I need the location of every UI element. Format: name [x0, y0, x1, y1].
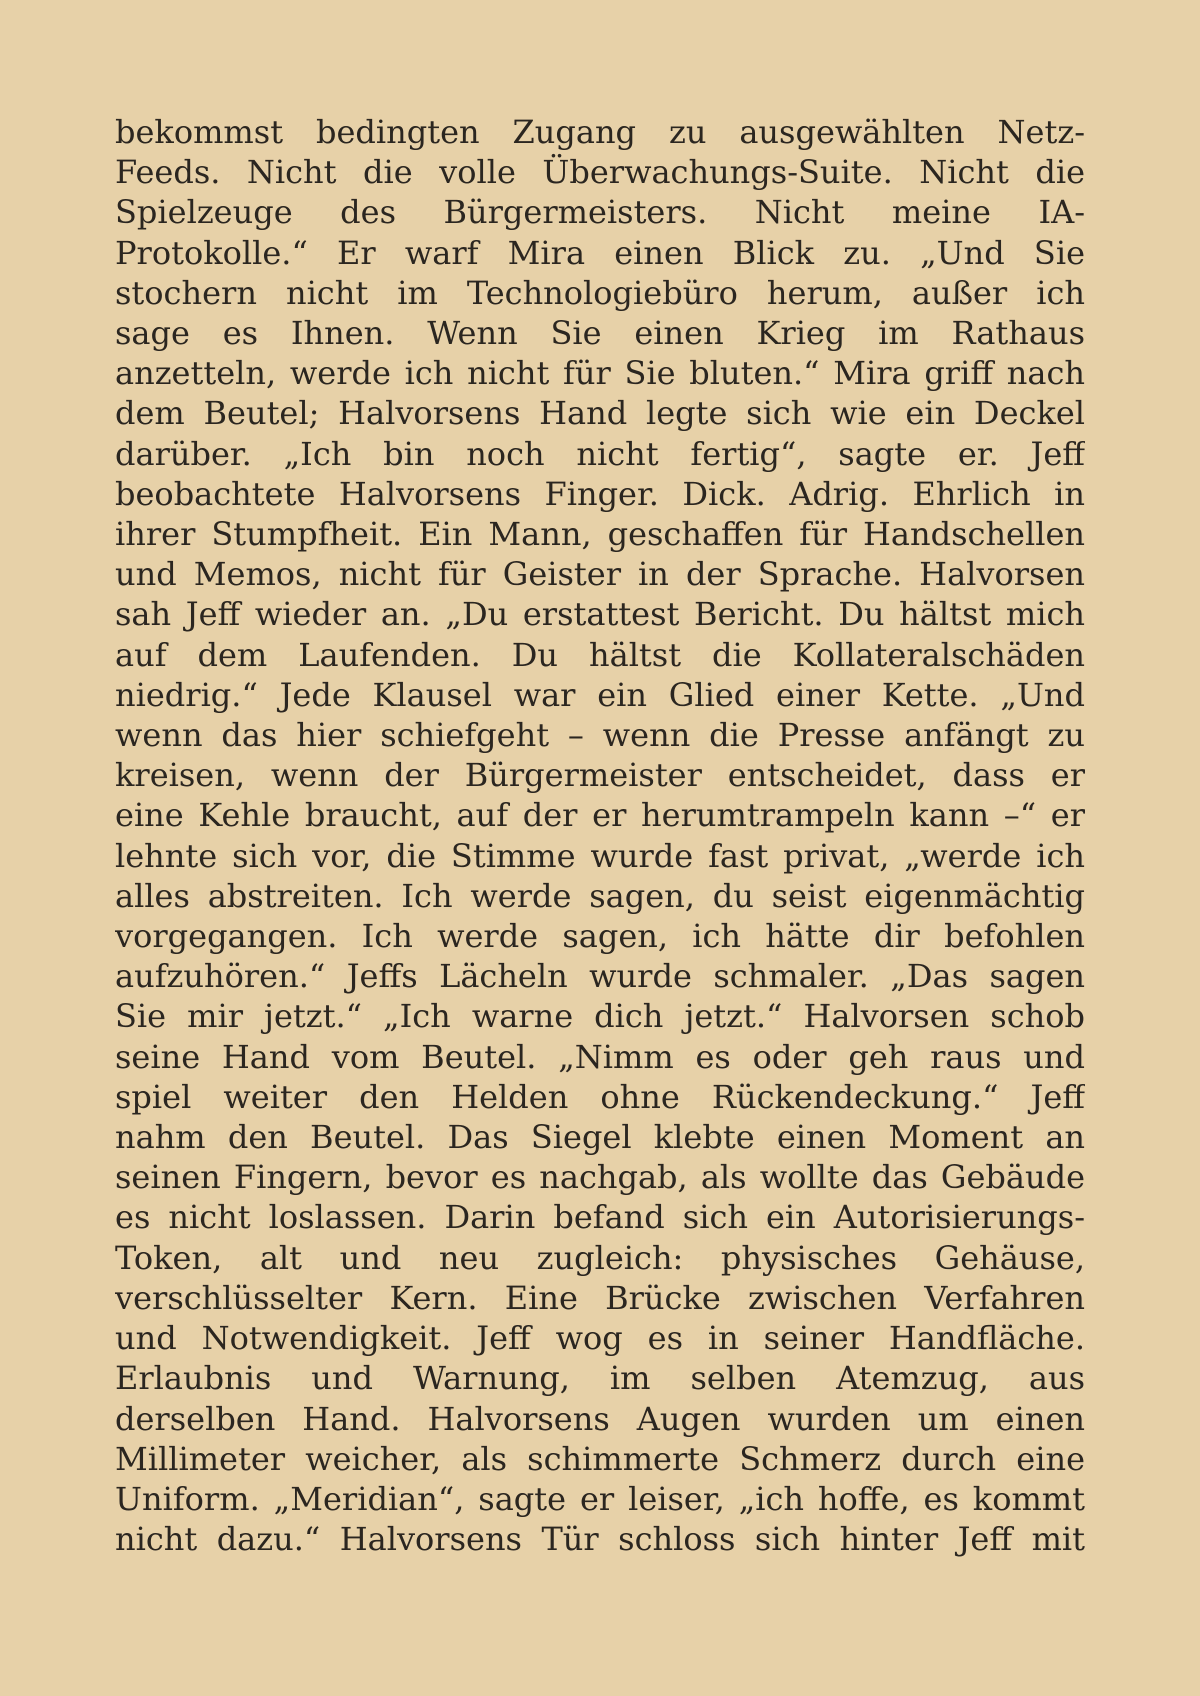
body-text [115, 112, 1085, 1559]
text-line: sah Jeff wieder an. „Du erstattest Bericht. Du hältst mich [115, 595, 1085, 634]
text-line: aufzuhören.“ Jeffs Lächeln wurde schmaler. „Das sagen [115, 957, 1085, 996]
text-line: darüber. „Ich bin noch nicht fertig“, sagte er. Jeff [115, 434, 1085, 473]
text-line: eine Kehle braucht, auf der er herumtrampeln kann –“ er [115, 796, 1085, 835]
text-line: Feeds. Nicht die volle Überwachungs-Suite. Nicht die [115, 153, 1085, 192]
text-line: derselben Hand. Halvorsens Augen wurden um einen [115, 1399, 1085, 1438]
text-line: wenn das hier schiefgeht – wenn die Presse anfängt zu [115, 716, 1085, 755]
text-line: dem Beutel; Halvorsens Hand legte sich wie ein Deckel [115, 394, 1085, 433]
text-line: sage es Ihnen. Wenn Sie einen Krieg im Rathaus [115, 314, 1085, 353]
text-line: stochern nicht im Technologiebüro herum, außer ich [115, 273, 1085, 312]
text-line: seine Hand vom Beutel. „Nimm es oder geh raus und [115, 1037, 1085, 1076]
text-line: anzetteln, werde ich nicht für Sie bluten.“ Mira griff nach [115, 354, 1085, 393]
text-line: spiel weiter den Helden ohne Rückendeckung.“ Jeff [115, 1077, 1085, 1116]
text-line: Millimeter weicher, als schimmerte Schmerz durch eine [115, 1439, 1085, 1478]
text-line: nahm den Beutel. Das Siegel klebte einen Moment an [115, 1118, 1085, 1157]
text-line: Spielzeuge des Bürgermeisters. Nicht meine IA- [115, 193, 1085, 232]
text-line: bekommst bedingten Zugang zu ausgewählten Netz- [115, 113, 1085, 151]
text-line: niedrig.“ Jede Klausel war ein Glied einer Kette. „Und [115, 675, 1085, 714]
text-line: nicht dazu.“ Halvorsens Tür schloss sich hinter Jeff mit [115, 1520, 1085, 1559]
text-line: lehnte sich vor, die Stimme wurde fast privat, „werde ich [115, 836, 1085, 875]
text-line: seinen Fingern, bevor es nachgab, als wollte das Gebäude [115, 1158, 1085, 1197]
text-line: Sie mir jetzt.“ „Ich warne dich jetzt.“ Halvorsen schob [115, 997, 1085, 1036]
text-line: Protokolle.“ Er warf Mira einen Blick zu. „Und Sie [115, 233, 1085, 272]
text-line: verschlüsselter Kern. Eine Brücke zwischen Verfahren [115, 1278, 1085, 1317]
text-line: kreisen, wenn der Bürgermeister entscheidet, dass er [115, 756, 1085, 795]
text-line: ihrer Stumpfheit. Ein Mann, geschaffen für Handschellen [115, 515, 1085, 554]
text-line: alles abstreiten. Ich werde sagen, du seist eigenmächtig [115, 876, 1085, 915]
text-line: Token, alt und neu zugleich: physisches Gehäuse, [115, 1238, 1085, 1277]
text-line: beobachtete Halvorsens Finger. Dick. Adrig. Ehrlich in [115, 474, 1085, 513]
text-line: Uniform. „Meridian“, sagte er leiser, „ich hoffe, es kommt [115, 1479, 1085, 1518]
text-line: und Notwendigkeit. Jeff wog es in seiner Handfläche. [115, 1319, 1085, 1358]
text-line: Erlaubnis und Warnung, im selben Atemzug, aus [115, 1359, 1085, 1398]
text-line: vorgegangen. Ich werde sagen, ich hätte dir befohlen [115, 917, 1085, 956]
text-line: es nicht loslassen. Darin befand sich ein Autorisierungs- [115, 1198, 1085, 1237]
text-line: auf dem Laufenden. Du hältst die Kollateralschäden [115, 635, 1085, 674]
text-line: und Memos, nicht für Geister in der Sprache. Halvorsen [115, 555, 1085, 594]
